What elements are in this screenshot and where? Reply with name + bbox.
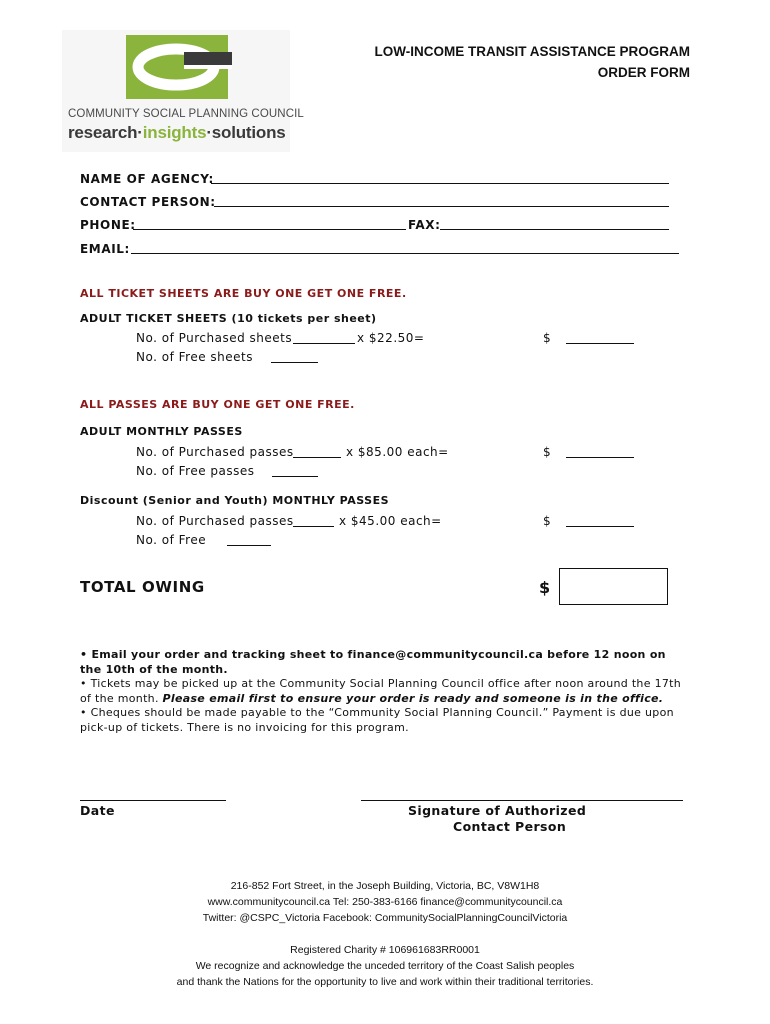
agency-label: NAME OF AGENCY: [80, 172, 214, 186]
adult-amount-field[interactable] [566, 457, 634, 458]
signature-label: Signature of Authorized [408, 803, 587, 818]
agency-field[interactable] [211, 183, 669, 184]
purchased-sheets-field[interactable] [293, 343, 355, 344]
discount-passes-heading: Discount (Senior and Youth) MONTHLY PASSES [80, 494, 390, 507]
discount-free-label: No. of Free [136, 533, 207, 547]
footer-charity-number: Registered Charity # 106961683RR0001 [290, 944, 480, 956]
note-pickup: • Tickets may be picked up at the Community Social Planning Council office after noon around the 17th of the month. Please email first to ensure your order is ready and someone is in the office. [80, 677, 682, 705]
passes-notice: ALL PASSES ARE BUY ONE GET ONE FREE. [80, 398, 355, 411]
signature-field[interactable] [361, 800, 683, 801]
adult-free-label: No. of Free passes [136, 464, 255, 478]
sheets-amount-field[interactable] [566, 343, 634, 344]
total-owing-label: TOTAL OWING [80, 578, 205, 596]
sheet-price: x $22.50= [357, 331, 425, 345]
purchased-sheets-label: No. of Purchased sheets [136, 331, 293, 345]
email-field[interactable] [131, 253, 679, 254]
note-email: • Email your order and tracking sheet to finance@communitycouncil.ca before 12 noon on the 10th of the month. [80, 648, 666, 676]
adult-currency: $ [543, 445, 551, 459]
footer-social: Twitter: @CSPC_Victoria Facebook: CommunitySocialPlanningCouncilVictoria [202, 912, 568, 924]
free-sheets-field[interactable] [271, 362, 318, 363]
adult-free-field[interactable] [272, 476, 318, 477]
discount-currency: $ [543, 514, 551, 528]
fax-field[interactable] [440, 229, 669, 230]
email-label: EMAIL: [80, 242, 130, 256]
phone-label: PHONE: [80, 218, 136, 232]
discount-purchased-label: No. of Purchased passes [136, 514, 294, 528]
total-currency: $ [539, 578, 551, 597]
footer-address: 216-852 Fort Street, in the Joseph Building, Victoria, BC, V8W1H8 [230, 880, 540, 892]
sheets-currency: $ [543, 331, 551, 345]
date-field[interactable] [80, 800, 226, 801]
discount-amount-field[interactable] [566, 526, 634, 527]
note-cheques: • Cheques should be made payable to the “Community Social Planning Council.” Payment is due upon pick-up of tickets. There is no invoicing for this program. [80, 706, 674, 734]
adult-purchased-label: No. of Purchased passes [136, 445, 294, 459]
footer-web-phone: www.communitycouncil.ca Tel: 250-383-6166 finance@communitycouncil.ca [207, 896, 563, 908]
signature-label-2: Contact Person [453, 819, 567, 834]
date-label: Date [80, 803, 115, 818]
free-sheets-label: No. of Free sheets [136, 350, 253, 364]
tickets-notice: ALL TICKET SHEETS ARE BUY ONE GET ONE FREE. [80, 287, 407, 300]
footer-acknowledgement-1: We recognize and acknowledge the unceded territory of the Coast Salish peoples [195, 960, 575, 972]
adult-purchased-field[interactable] [293, 457, 341, 458]
instructions [80, 648, 690, 736]
phone-field[interactable] [133, 229, 406, 230]
adult-price: x $85.00 each= [346, 445, 449, 459]
footer-contact [0, 878, 770, 926]
discount-purchased-field[interactable] [293, 526, 334, 527]
form-title: LOW-INCOME TRANSIT ASSISTANCE PROGRAM [374, 44, 690, 59]
form-subtitle: ORDER FORM [597, 65, 690, 80]
org-tagline: research·insights·solutions [68, 123, 286, 142]
footer-acknowledgement-2: and thank the Nations for the opportunity to live and work within their traditional territories. [176, 976, 594, 988]
contact-person-label: CONTACT PERSON: [80, 195, 216, 209]
discount-free-field[interactable] [227, 545, 271, 546]
tickets-heading: ADULT TICKET SHEETS (10 tickets per sheet) [80, 312, 377, 325]
discount-price: x $45.00 each= [339, 514, 442, 528]
fax-label: FAX: [408, 218, 441, 232]
adult-passes-heading: ADULT MONTHLY PASSES [80, 425, 243, 438]
contact-person-field[interactable] [214, 206, 669, 207]
footer-charity [0, 942, 770, 990]
org-name: COMMUNITY SOCIAL PLANNING COUNCIL [68, 108, 304, 120]
total-owing-field[interactable] [559, 568, 668, 605]
